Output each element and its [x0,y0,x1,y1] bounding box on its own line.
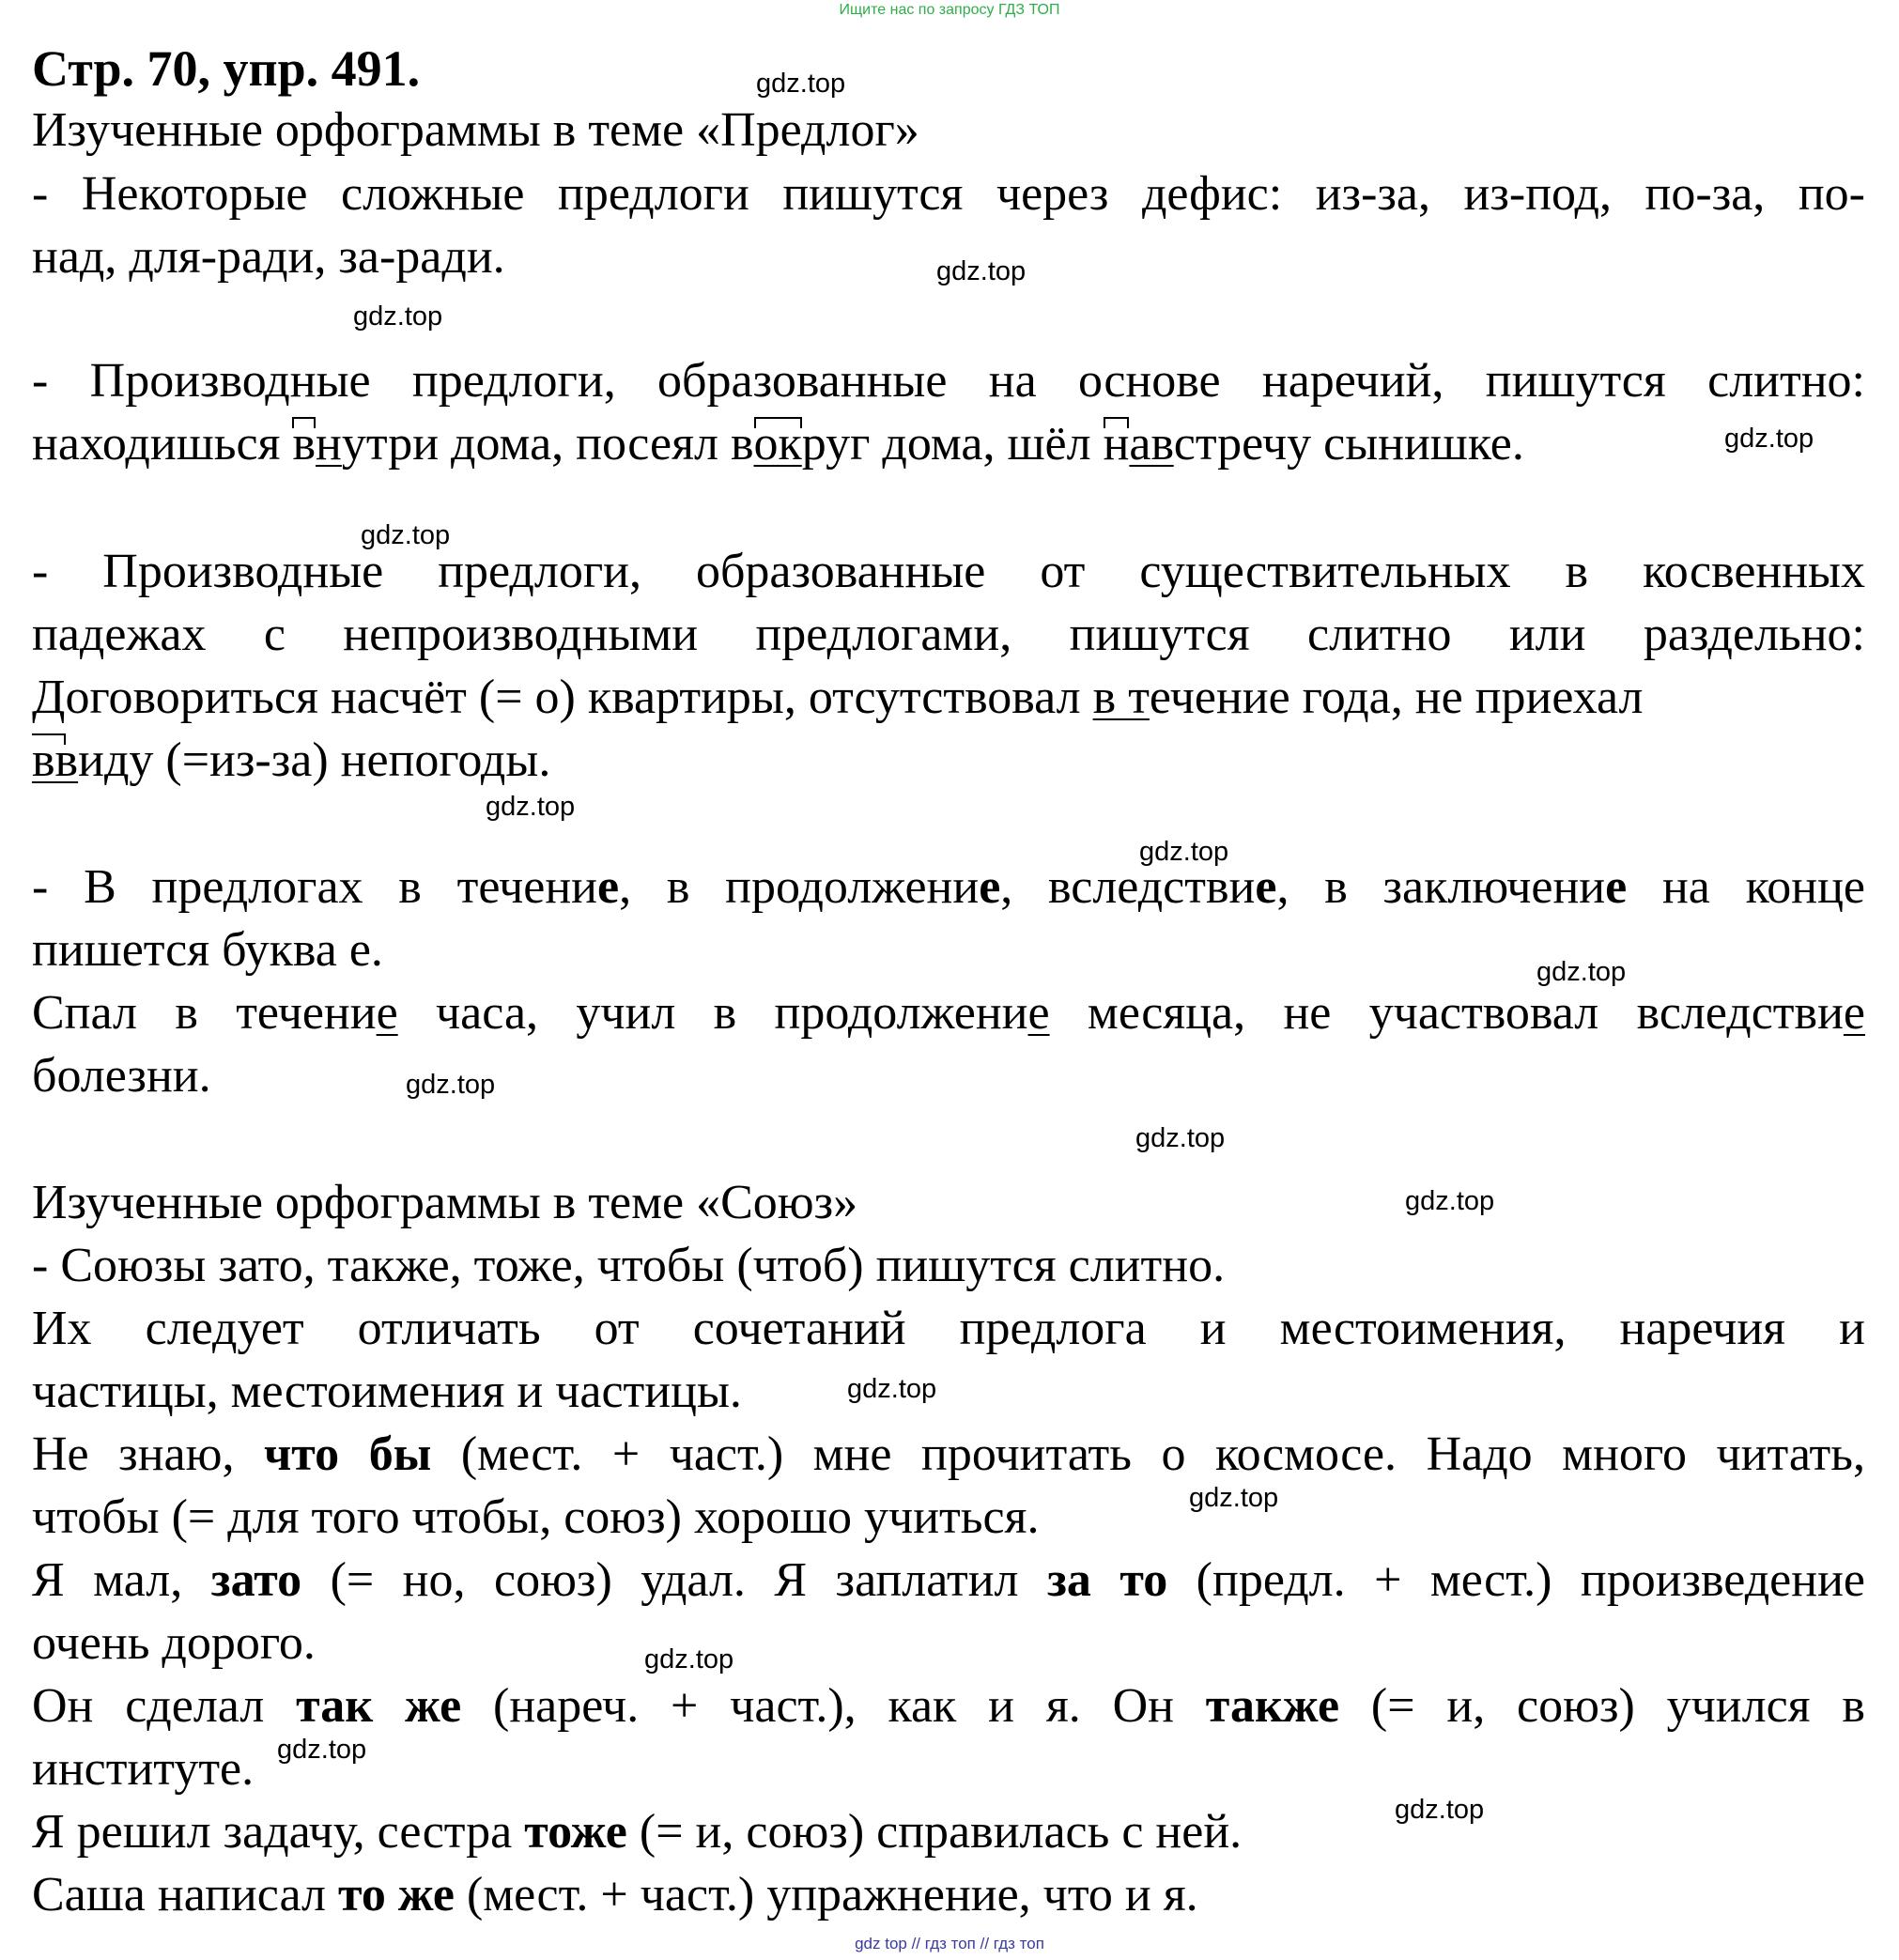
prep-rule1-line2: над, для-ради, за-ради. [32,230,505,284]
prep-rule3-line2: падежах с непроизводными предлогами, пишутся слитно или раздельно: [32,608,1865,661]
watermark: gdz.top [936,256,1027,286]
preposition-heading: Изученные орфограммы в теме «Предлог» [32,103,919,157]
watermark: gdz.top [1724,424,1814,454]
watermark: gdz.top [1189,1483,1279,1513]
watermark: gdz.top [1395,1795,1485,1825]
conj-example1-line2: чтобы (= для того чтобы, союз) хорошо учиться. [32,1490,1040,1544]
watermark: gdz.top [361,520,451,550]
watermark: gdz.top [1536,957,1627,987]
conj-example2-line1: Я мал, зато (= но, союз) удал. Я заплатил за то (предл. + мест.) произведение [32,1553,1865,1607]
watermark: gdz.top [1405,1186,1495,1216]
prep-rule3-example1: Договориться насчёт (= о) квартиры, отсутствовал в течение года, не приехал [32,671,1644,724]
watermark: gdz.top [277,1735,367,1765]
conj-example4: Я решил задачу, сестра тоже (= и, союз) справилась с ней. [32,1805,1243,1859]
watermark: gdz.top [644,1644,734,1674]
watermark: gdz.top [486,792,576,822]
prep-rule3-line1: - Производные предлоги, образованные от существительных в косвенных [32,545,1865,598]
top-banner[interactable]: Ищите нас по запросу ГДЗ ТОП [839,2,1060,18]
conj-rule2-line1: Их следует отличать от сочетаний предлога и местоимения, наречия и [32,1302,1865,1355]
prefix-mark: вв [32,732,78,790]
page-title: Стр. 70, упр. 491. [32,40,421,97]
prep-rule4-example-line2: болезни. [32,1049,211,1103]
watermark: gdz.top [406,1070,496,1100]
prep-rule4-line2: пишется буква е. [32,923,383,977]
conj-example3-line2: институте. [32,1742,255,1796]
prep-rule3-example2: ввиду (=из-за) непогоды. [32,732,550,790]
prep-rule2-line1: - Производные предлоги, образованные на основе наречий, пишутся слитно: [32,354,1865,408]
bottom-banner[interactable]: gdz top // гдз топ // гдз топ [855,1935,1044,1952]
root-mark: ок [754,415,802,473]
conj-example1-line1: Не знаю, что бы (мест. + част.) мне прочитать о космосе. Надо много читать, [32,1428,1865,1481]
watermark: gdz.top [756,69,846,99]
prep-rule2-example: находишься внутри дома, посеял вокруг дома, шёл навстречу сынишке. [32,415,1524,473]
conj-example2-line2: очень дорого. [32,1616,316,1670]
conj-example5: Саша написал то же (мест. + част.) упражнение, что и я. [32,1868,1198,1921]
prep-rule1-line1: - Некоторые сложные предлоги пишутся через дефис: из-за, из-под, по-за, по- [32,167,1865,221]
prefix-mark: в [292,415,316,473]
conjunction-heading: Изученные орфограммы в теме «Союз» [32,1176,858,1229]
prep-rule4-example: Спал в течение часа, учил в продолжение месяца, не участвовал вследствие [32,986,1865,1040]
prep-rule4-line1: - В предлогах в течение, в продолжение, вследствие, в заключение на конце [32,860,1865,914]
watermark: gdz.top [847,1374,937,1404]
watermark: gdz.top [1135,1123,1226,1153]
conj-example3-line1: Он сделал так же (нареч. + част.), как и я. Он также (= и, союз) учился в [32,1679,1865,1733]
conj-rule2-line2: частицы, местоимения и частицы. [32,1365,742,1418]
conj-rule1: - Союзы зато, также, тоже, чтобы (чтоб) пишутся слитно. [32,1239,1226,1292]
watermark: gdz.top [353,301,443,332]
prefix-mark: н [1104,415,1130,473]
watermark: gdz.top [1139,837,1229,867]
